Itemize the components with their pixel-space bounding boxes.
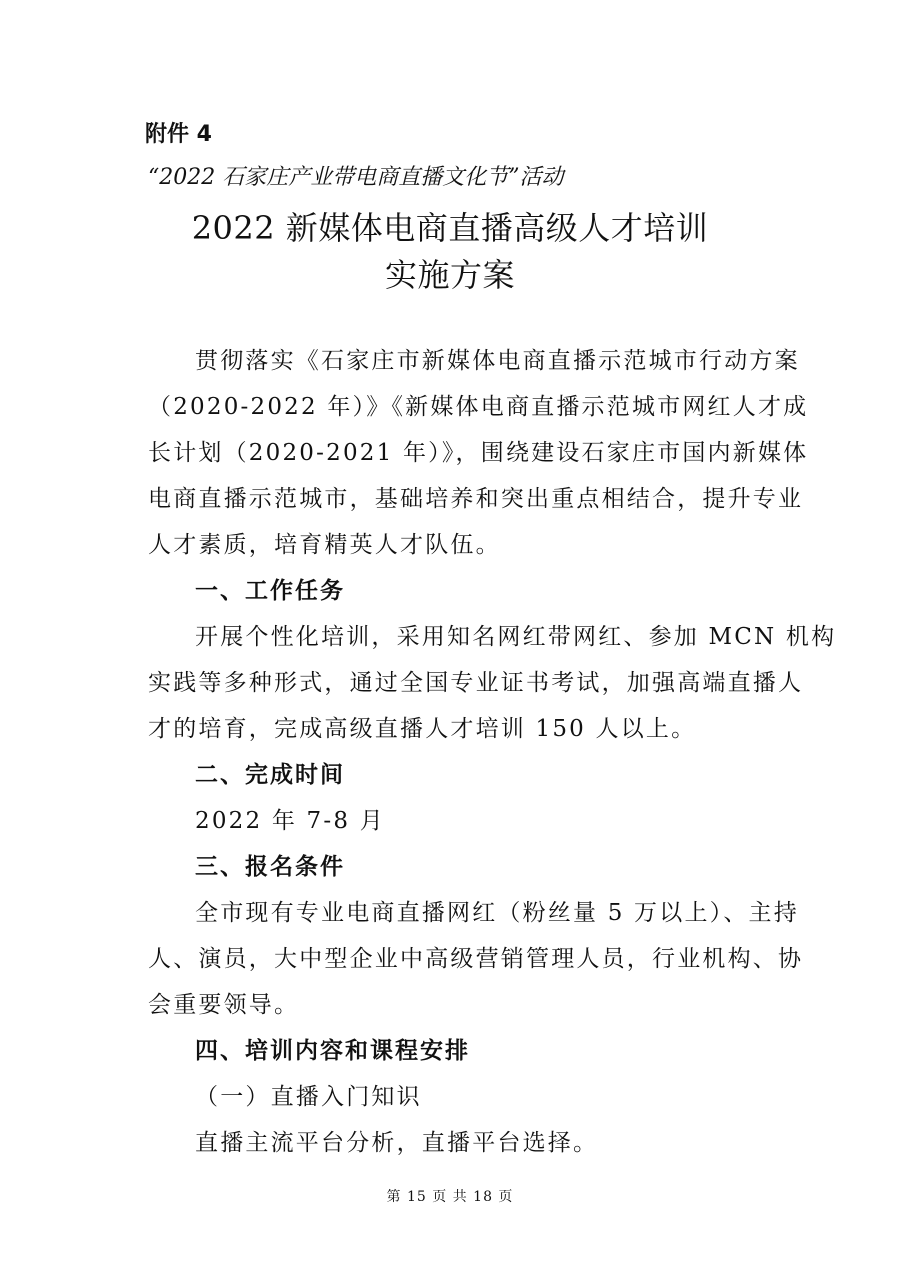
intro-line: 电商直播示范城市，基础培养和突出重点相结合，提升专业 [148,486,804,512]
section-body-line: 直播主流平台分析，直播平台选择。 [195,1130,599,1156]
section-body-line: 开展个性化培训，采用知名网红带网红、参加 MCN 机构 [195,624,837,650]
intro-line: （2020-2022 年）》《新媒体电商直播示范城市网红人才成 [148,394,809,420]
section-heading-time: 二、完成时间 [195,762,345,788]
section-body-line: 2022 年 7-8 月 [195,808,385,834]
document-title-line-1: 2022 新媒体电商直播高级人才培训 [191,209,709,247]
page-number-footer: 第 15 页 共 18 页 [386,1189,514,1205]
document-title-line-2: 实施方案 [384,256,515,294]
section-body-line: 才的培育，完成高级直播人才培训 150 人以上。 [148,716,697,742]
intro-line: 人才素质，培育精英人才队伍。 [148,532,501,558]
section-heading-tasks: 一、工作任务 [195,578,345,604]
subsection-heading: （一）直播入门知识 [195,1084,422,1110]
intro-line: 长计划（2020-2021 年）》，围绕建设石家庄市国内新媒体 [148,440,809,466]
attachment-label: 附件 4 [145,122,212,147]
section-heading-curriculum: 四、培训内容和课程安排 [195,1038,470,1064]
section-body-line: 人、演员，大中型企业中高级营销管理人员，行业机构、协 [148,946,804,972]
activity-subtitle: “2022 石家庄产业带电商直播文化节”活动 [148,165,564,190]
section-body-line: 全市现有专业电商直播网红（粉丝量 5 万以上）、主持 [195,900,799,926]
section-body-line: 会重要领导。 [148,992,300,1018]
section-heading-requirements: 三、报名条件 [195,854,345,880]
section-body-line: 实践等多种形式，通过全国专业证书考试，加强高端直播人 [148,670,804,696]
intro-line: 贯彻落实《石家庄市新媒体电商直播示范城市行动方案 [195,348,800,374]
